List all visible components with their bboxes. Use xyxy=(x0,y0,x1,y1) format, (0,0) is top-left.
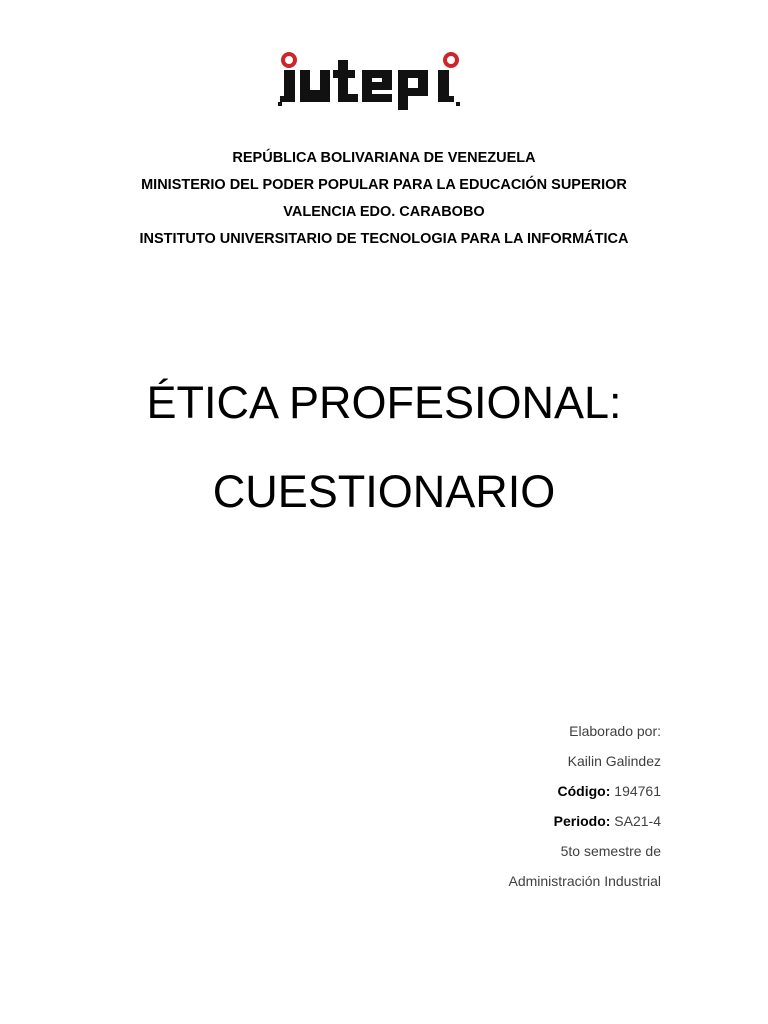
period-label: Periodo: xyxy=(553,813,611,829)
code-label: Código: xyxy=(557,783,611,799)
semester-text: 5to semestre de xyxy=(560,843,661,859)
period-row xyxy=(508,806,661,836)
title-line-type: CUESTIONARIO xyxy=(212,466,556,517)
title-line-subject: ÉTICA PROFESIONAL: xyxy=(146,377,622,428)
prepared-by-label: Elaborado por: xyxy=(569,723,661,739)
iutepi-logo xyxy=(278,52,462,112)
code-value: 194761 xyxy=(614,783,661,799)
author-info xyxy=(508,716,661,896)
header-line-location: VALENCIA EDO. CARABOBO xyxy=(283,204,485,220)
code-row xyxy=(508,776,661,806)
period-value: SA21-4 xyxy=(614,813,661,829)
header-line-republic: REPÚBLICA BOLIVARIANA DE VENEZUELA xyxy=(232,150,536,166)
document-title xyxy=(0,358,768,536)
institution-header xyxy=(0,145,768,253)
author-name: Kailin Galindez xyxy=(567,753,661,769)
program-text: Administración Industrial xyxy=(508,873,661,889)
header-line-ministry: MINISTERIO DEL PODER POPULAR PARA LA EDUCACIÓN SUPERIOR xyxy=(141,177,627,193)
header-line-institute: INSTITUTO UNIVERSITARIO DE TECNOLOGIA PARA LA INFORMÁTICA xyxy=(139,231,629,247)
